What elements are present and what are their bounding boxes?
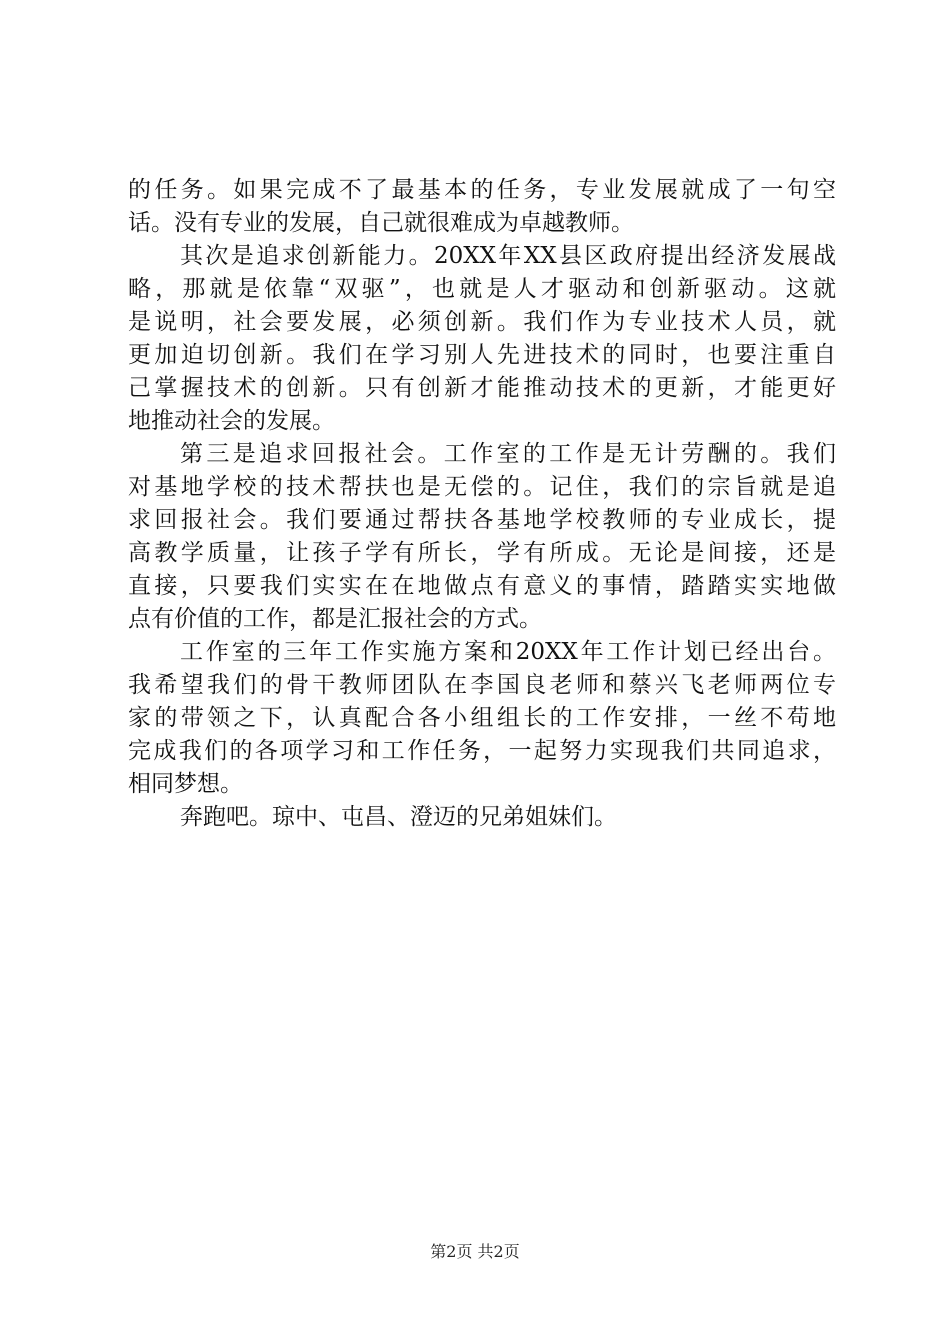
text-line: 第三是追求回报社会。工作室的工作是无计劳酬的。我们: [180, 441, 836, 467]
text-line: 话。没有专业的发展，自己就很难成为卓越教师。: [128, 210, 634, 236]
document-body: [128, 174, 836, 834]
text-line: 己掌握技术的创新。只有创新才能推动技术的更新，才能更好: [128, 375, 836, 401]
text-line: 完成我们的各项学习和工作任务，一起努力实现我们共同追求，: [128, 738, 836, 764]
paragraph: [128, 438, 836, 636]
text-line: 家的带领之下，认真配合各小组组长的工作安排，一丝不苟地: [128, 705, 836, 731]
text-line: 更加迫切创新。我们在学习别人先进技术的同时，也要注重自: [128, 342, 836, 368]
text-line: 求回报社会。我们要通过帮扶各基地学校教师的专业成长，提: [128, 507, 836, 533]
paragraph: [128, 174, 836, 240]
text-line: 我希望我们的骨干教师团队在李国良老师和蔡兴飞老师两位专: [128, 672, 836, 698]
text-line: 奔跑吧。琼中、屯昌、澄迈的兄弟姐妹们。: [180, 804, 617, 830]
text-line: 对基地学校的技术帮扶也是无偿的。记住，我们的宗旨就是追: [128, 474, 836, 500]
paragraph: [128, 801, 836, 834]
text-line: 点有价值的工作，都是汇报社会的方式。: [128, 606, 542, 632]
paragraph: [128, 636, 836, 801]
text-line: 的任务。如果完成不了最基本的任务，专业发展就成了一句空: [128, 177, 836, 203]
text-line: 直接，只要我们实实在在地做点有意义的事情，踏踏实实地做: [128, 573, 836, 599]
text-line: 地推动社会的发展。: [128, 408, 335, 434]
text-line: 是说明，社会要发展，必须创新。我们作为专业技术人员，就: [128, 309, 836, 335]
text-line: 其次是追求创新能力。20XX年XX县区政府提出经济发展战: [180, 243, 836, 269]
page-footer: 第2页 共2页: [430, 1242, 520, 1261]
text-line: 略，那就是依靠“双驱”，也就是人才驱动和创新驱动。这就: [128, 276, 836, 302]
text-line: 工作室的三年工作实施方案和20XX年工作计划已经出台。: [180, 639, 836, 665]
paragraph: [128, 240, 836, 438]
text-line: 高教学质量，让孩子学有所长，学有所成。无论是间接，还是: [128, 540, 836, 566]
text-line: 相同梦想。: [128, 771, 243, 797]
